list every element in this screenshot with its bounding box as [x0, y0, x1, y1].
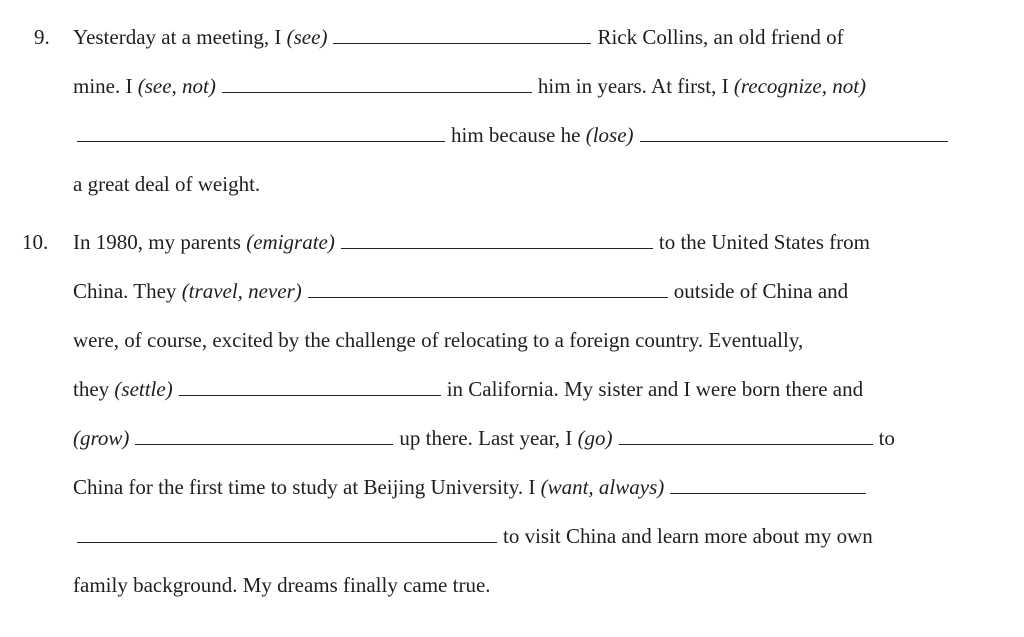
- text: him because he: [451, 123, 586, 147]
- item-10-line-1: [73, 229, 870, 255]
- item-10-line-5: [73, 425, 895, 451]
- verb-cue-lose: (lose): [585, 123, 634, 147]
- answer-blank[interactable]: [640, 127, 948, 142]
- text: China for the first time to study at Beijing University. I: [73, 475, 541, 499]
- item-10-line-2: [73, 278, 848, 304]
- item-10-line-4: [73, 376, 863, 402]
- text: him in years. At first, I: [537, 74, 734, 98]
- text: in California. My sister and I were born there and: [446, 377, 864, 401]
- text: they: [73, 377, 115, 401]
- verb-cue-see: (see): [286, 25, 328, 49]
- answer-blank[interactable]: [670, 479, 866, 494]
- text: up there. Last year, I: [399, 426, 578, 450]
- item-9-line-2: [73, 73, 866, 99]
- answer-blank[interactable]: [333, 29, 591, 44]
- verb-cue-want-always: (want, always): [540, 475, 665, 499]
- answer-blank[interactable]: [341, 234, 653, 249]
- answer-blank[interactable]: [619, 430, 873, 445]
- verb-cue-see-not: (see, not): [137, 74, 216, 98]
- answer-blank[interactable]: [77, 528, 497, 543]
- verb-cue-grow: (grow): [73, 426, 130, 450]
- answer-blank[interactable]: [77, 127, 445, 142]
- item-number-9: 9.: [34, 25, 50, 49]
- item-9-line-3: [73, 122, 948, 148]
- text: mine. I: [73, 74, 138, 98]
- verb-cue-go: (go): [577, 426, 613, 450]
- item-number-10: 10.: [22, 230, 49, 254]
- item-10-line-7: [73, 523, 873, 549]
- verb-cue-travel-never: (travel, never): [181, 279, 302, 303]
- answer-blank[interactable]: [308, 283, 668, 298]
- item-10-line-6: [73, 474, 866, 500]
- text: to visit China and learn more about my own: [503, 524, 873, 548]
- text: were, of course, excited by the challenge of relocating to a foreign country. Eventually,: [73, 328, 804, 352]
- text: In 1980, my parents: [73, 230, 247, 254]
- verb-cue-emigrate: (emigrate): [246, 230, 335, 254]
- text: family background. My dreams finally came true.: [73, 573, 491, 597]
- item-10-line-3: [73, 327, 803, 353]
- text: China. They: [73, 279, 182, 303]
- text: outside of China and: [673, 279, 849, 303]
- answer-blank[interactable]: [179, 381, 441, 396]
- answer-blank[interactable]: [222, 78, 532, 93]
- item-9-line-1: [73, 24, 844, 50]
- text: Yesterday at a meeting, I: [73, 25, 287, 49]
- text: a great deal of weight.: [73, 172, 261, 196]
- text: to: [878, 426, 895, 450]
- verb-cue-recognize-not: (recognize, not): [733, 74, 867, 98]
- verb-cue-settle: (settle): [114, 377, 173, 401]
- text: to the United States from: [658, 230, 871, 254]
- item-9-line-4: [73, 171, 260, 197]
- answer-blank[interactable]: [135, 430, 393, 445]
- item-10-line-8: [73, 572, 491, 598]
- text: Rick Collins, an old friend of: [597, 25, 844, 49]
